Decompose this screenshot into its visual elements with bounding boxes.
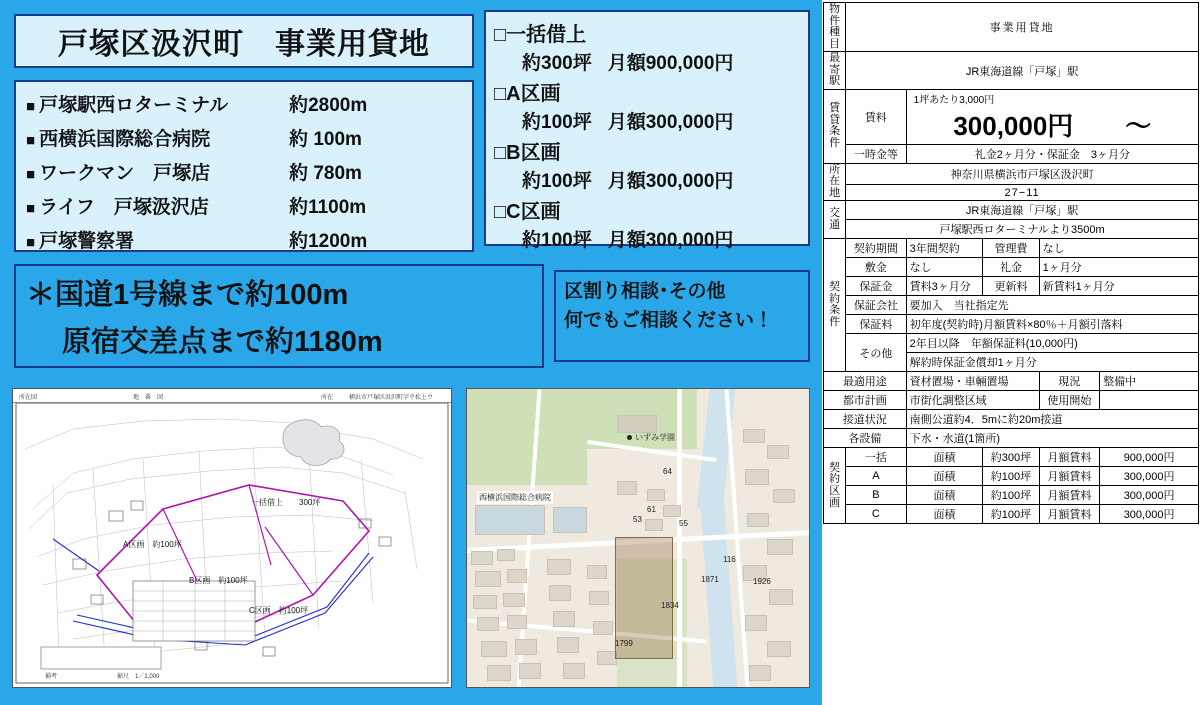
division-area-value: 約100坪 [983,505,1039,524]
page-title-text: 戸塚区汲沢町 事業用貸地 [58,28,430,61]
road-key: 接道状況 [824,410,907,429]
rent-unit-price: 1坪あたり3,000円 [913,94,995,106]
table-row [824,163,1199,184]
other-key: その他 [846,334,906,372]
row-label-contract-text: 契約条件 [829,281,841,329]
current-status-key: 現況 [1039,372,1099,391]
row-label-station-text: 最寄駅 [829,52,841,88]
table-row [824,391,1199,410]
plat-survey-map[interactable] [12,388,452,688]
table-row [824,3,1199,52]
map-label: 53 [633,515,642,524]
table-row [824,184,1199,201]
contract-value: 1ヶ月分 [1039,258,1198,277]
contract-value: 賃料3ヶ月分 [906,277,983,296]
map-label: 1834 [661,601,679,610]
list-item [494,77,800,134]
map-building [475,571,501,587]
price-label: A区画 [506,83,561,105]
spec-table [823,2,1199,524]
map-label: 61 [647,505,656,514]
poi-distance: 約 780m [289,163,362,184]
map-building [471,551,493,565]
division-rent-value: 300,000円 [1100,467,1199,486]
table-row [824,89,1199,144]
plat-label: C区画 約100坪 [249,606,309,615]
map-building [743,429,765,443]
consult-note [554,270,810,362]
map-label-school [627,432,675,443]
map-building [767,445,789,459]
map-building [487,665,511,681]
price-monthly: 月額900,000円 [607,53,734,74]
price-area: 約100坪 [522,112,592,133]
division-area-key: 面積 [906,448,983,467]
bullet-square-icon: ■ [26,166,36,183]
table-row [824,239,1199,258]
plat-label-layer [13,389,451,687]
facility-key: 各設備 [824,429,907,448]
poi-name: ワークマン 戸塚店 [39,163,211,184]
spec-panel [822,0,1200,705]
list-item [26,192,462,219]
plat-label: A区画 約100坪 [123,540,182,549]
list-item [494,18,800,75]
table-row [824,144,1199,163]
checkbox-icon[interactable]: □ [494,83,507,105]
consult-line1: 区割り相談･その他 [564,281,726,302]
other-value-2: 解約時保証金償却1ヶ月分 [906,353,1198,372]
price-monthly: 月額300,000円 [607,171,734,192]
contract-key: 契約期間 [846,239,906,258]
price-list [484,10,810,251]
map-school-building [617,415,657,433]
map-hospital-building [475,505,545,535]
best-use-value: 資材置場・車輛置場 [906,372,1039,391]
deposit-label: 一時金等 [846,144,906,163]
table-row [824,220,1199,239]
map-building [497,549,515,561]
map-label: 1871 [701,575,719,584]
rent-label: 賃料 [846,89,906,144]
price-detail [494,107,800,134]
map-building [593,621,613,635]
deposit-value: 礼金2ヶ月分・保証金 3ヶ月分 [906,144,1198,163]
map-building [597,651,617,665]
map-building [587,565,607,579]
poi-name: ライフ 戸塚汲沢店 [39,197,209,218]
map-building [519,663,541,679]
division-area-value: 約100坪 [983,467,1039,486]
table-row [824,486,1199,505]
plat-header-mid: 地 番 図 [133,395,164,401]
plat-label: 一括借上 300坪 [251,498,321,507]
table-row [824,258,1199,277]
rent-amount: 300,000円 〜 [953,110,1152,141]
map-building [589,591,609,605]
map-building [477,617,499,631]
map-building [507,615,527,629]
price-head [494,195,800,224]
row-label-traffic-text: 交通 [829,207,841,231]
list-item [26,158,462,185]
map-building [745,615,767,631]
map-building [563,663,585,679]
map-hospital-building [553,507,587,533]
contract-key: 敷金 [846,258,906,277]
checkbox-icon[interactable]: □ [494,142,507,164]
map-point-icon [627,435,632,440]
map-label: 64 [663,467,672,476]
map-label: 116 [723,555,736,564]
price-label: C区画 [506,201,561,223]
map-building [547,559,571,575]
table-row [824,277,1199,296]
bullet-square-icon: ■ [26,132,36,149]
other-value-1: 2年目以降 年額保証料(10,000円) [906,334,1198,353]
table-row [824,372,1199,391]
poi-distance: 約1200m [289,231,368,252]
division-name: C [846,505,906,524]
contract-key: 保証金 [846,277,906,296]
table-row [824,201,1199,220]
plat-header-right-2: 横浜市戸塚区汲沢町字平松上ウ [349,395,434,401]
table-row [824,467,1199,486]
traffic-line2: 戸塚駅西ロターミナルより3500m [846,220,1199,239]
map-building [769,589,793,605]
division-name: 一括 [846,448,906,467]
contract-value: 新賃料1ヶ月分 [1039,277,1198,296]
property-type-value: 事業用貸地 [846,3,1199,52]
row-label-address-text: 所在地 [829,163,841,199]
contract-key: 礼金 [983,258,1039,277]
list-item [494,195,800,252]
plat-footer-note: 備考 縮尺 1／1,000 [45,674,160,680]
map-building [515,639,537,655]
city-plan-value: 市街化調整区域 [906,391,1039,410]
row-label-address [824,163,846,201]
current-status-value: 整備中 [1100,372,1199,391]
start-date-value [1100,391,1199,410]
map-label-text: いずみ学園 [635,433,675,442]
distance-note [14,264,544,368]
contract-key: 更新料 [983,277,1039,296]
map-building [745,469,769,485]
map-building [663,505,681,517]
map-building [481,641,507,657]
map-building [557,637,579,653]
table-row [824,429,1199,448]
plat-label: B区画 約100坪 [189,576,248,585]
table-row [824,334,1199,353]
division-name: B [846,486,906,505]
price-label: B区画 [506,142,561,164]
map-building [503,593,525,607]
guarantor-value: 要加入 当社指定先 [906,296,1198,315]
road-value: 南側公道約4．5mに約20m接道 [906,410,1198,429]
address-line2: 27−11 [846,184,1199,201]
row-label-station [824,52,846,90]
map-building [617,481,637,495]
traffic-line1: JR東海道線「戸塚」駅 [846,201,1199,220]
table-row [824,410,1199,429]
table-row [824,296,1199,315]
list-item [26,124,462,151]
map-building [473,595,497,609]
price-area: 約100坪 [522,230,592,251]
contract-value: なし [906,258,983,277]
map-building [747,513,769,527]
division-name: A [846,467,906,486]
division-area-key: 面積 [906,467,983,486]
map-label-hospital: 西横浜国際総合病院 [479,493,551,502]
price-area: 約100坪 [522,171,592,192]
map-label: 1926 [753,577,771,586]
checkbox-icon[interactable]: □ [494,24,507,46]
poi-name: 戸塚駅西ロターミナル [39,95,229,116]
poi-name: 戸塚警察署 [39,231,135,252]
contract-value: 3年間契約 [906,239,983,258]
table-row [824,52,1199,90]
map-building [507,569,527,583]
nearest-station-value: JR東海道線「戸塚」駅 [846,52,1199,90]
map-building [553,611,575,627]
row-label-contract [824,239,846,372]
city-plan-key: 都市計画 [824,391,907,410]
distance-note-line1: ＊国道1号線まで約100m [26,279,349,311]
map-building [773,489,795,503]
list-item [26,90,462,117]
map-building [645,519,663,531]
map-building [749,665,771,681]
poi-distance: 約 100m [289,129,362,150]
price-detail [494,225,800,252]
price-monthly: 月額300,000円 [607,230,734,251]
start-date-key: 使用開始 [1039,391,1099,410]
row-label-terms-text: 賃貸条件 [829,102,841,149]
best-use-key: 最適用途 [824,372,907,391]
row-label-division [824,448,846,524]
distance-note-line2: 原宿交差点まで約1180m [62,326,383,358]
row-label-division-text: 契約区画 [829,461,841,509]
poi-list [14,80,474,252]
contract-value: なし [1039,239,1198,258]
bullet-square-icon: ■ [26,200,36,217]
consult-line2: 何でもご相談ください！ [564,309,774,331]
poi-distance: 約1100m [289,197,367,218]
map-label: 55 [679,519,688,528]
price-head [494,18,800,47]
map-label: 1799 [615,639,633,648]
table-row [824,315,1199,334]
division-rent-value: 300,000円 [1100,486,1199,505]
guarantee-fee-value: 初年度(契約時)月額賃料×80％＋月額引落料 [906,315,1198,334]
price-head [494,136,800,165]
page-title [14,14,474,68]
map-building [767,641,791,657]
bullet-square-icon: ■ [26,98,36,115]
map-building [647,489,665,501]
poi-name: 西横浜国際総合病院 [39,129,211,150]
plat-header-left: 所在図 [19,395,38,401]
guarantee-fee-key: 保証料 [846,315,906,334]
price-label: 一括借上 [506,24,587,46]
row-label-type [824,3,846,52]
price-area: 約300坪 [522,53,592,74]
map-river [700,499,738,688]
price-detail [494,166,800,193]
bullet-square-icon: ■ [26,234,36,251]
map-road [677,389,682,688]
price-detail [494,48,800,75]
price-monthly: 月額300,000円 [607,112,734,133]
address-line1: 神奈川県横浜市戸塚区汲沢町 [846,163,1199,184]
aerial-location-map[interactable] [466,388,810,688]
division-area-value: 約300坪 [983,448,1039,467]
division-rent-value: 300,000円 [1100,505,1199,524]
rent-cell [906,89,1198,144]
division-rent-key: 月額賃料 [1039,505,1099,524]
division-area-key: 面積 [906,505,983,524]
row-label-terms [824,89,846,163]
list-item [494,136,800,193]
division-area-value: 約100坪 [983,486,1039,505]
guarantor-key: 保証会社 [846,296,906,315]
map-building [549,585,571,601]
table-row [824,448,1199,467]
price-head [494,77,800,106]
contract-key: 管理費 [983,239,1039,258]
division-rent-key: 月額賃料 [1039,467,1099,486]
facility-value: 下水・水道(1箇所) [906,429,1198,448]
division-rent-key: 月額賃料 [1039,486,1099,505]
row-label-traffic [824,201,846,239]
division-area-key: 面積 [906,486,983,505]
map-building [767,539,793,555]
division-rent-key: 月額賃料 [1039,448,1099,467]
division-rent-value: 900,000円 [1100,448,1199,467]
plat-header-right-1: 所在 [321,395,334,401]
row-label-type-text: 物件種目 [829,3,841,50]
table-row [824,505,1199,524]
list-item [26,226,462,253]
poi-distance: 約2800m [289,95,368,116]
checkbox-icon[interactable]: □ [494,201,507,223]
map-green-area [467,389,587,485]
